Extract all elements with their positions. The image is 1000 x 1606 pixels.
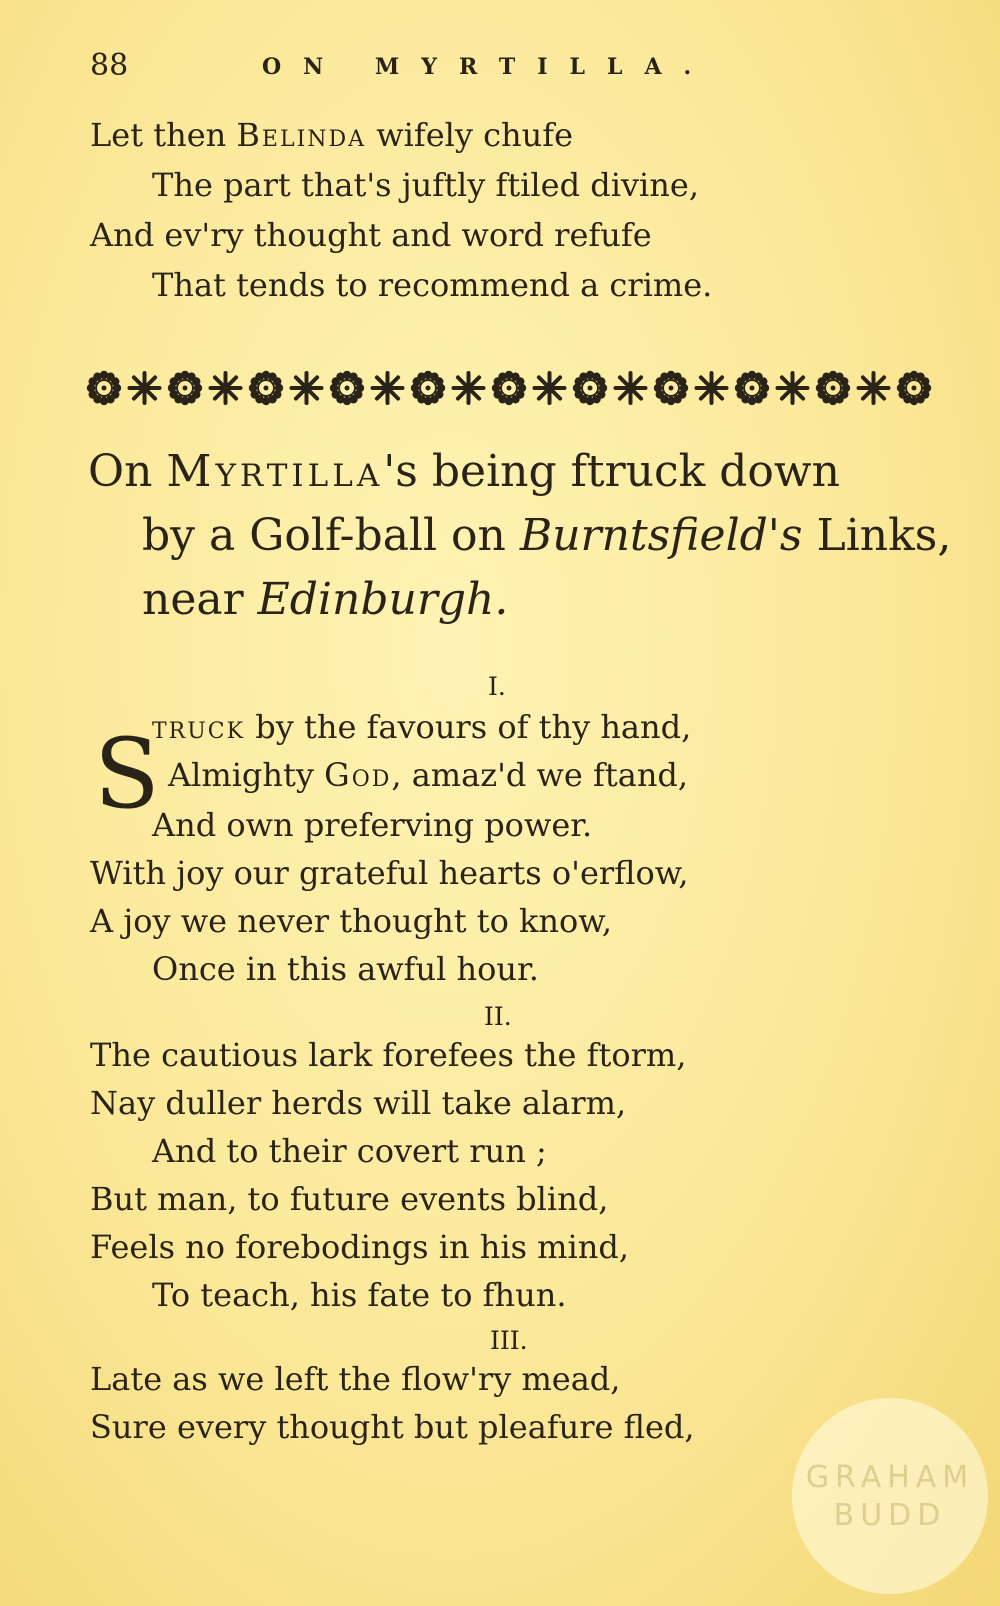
- stanza-numeral-2: II.: [484, 1002, 512, 1031]
- poem-title-line-3: near Edinburgh.: [142, 574, 509, 625]
- stanza-1-line-1: truck by the favours of thy hand,: [152, 708, 692, 746]
- ornament-star: [778, 373, 808, 403]
- ornament-rosette: [87, 371, 121, 405]
- stanza-1-line-6: Once in this awful hour.: [152, 950, 539, 988]
- running-head: ON MYRTILLA.: [262, 54, 714, 80]
- top-stanza-line-4: That tends to recommend a crime.: [152, 266, 713, 304]
- stanza-2-line-6: To teach, his fate to fhun.: [152, 1276, 567, 1314]
- stanza-2-line-2: Nay duller herds will take alarm,: [90, 1084, 627, 1122]
- stanza-2-line-1: The cautious lark forefees the ftorm,: [90, 1036, 687, 1074]
- stanza-2-line-5: Feels no forebodings in his mind,: [90, 1228, 629, 1266]
- ornament-star: [859, 373, 889, 403]
- stanza-1-line-5: A joy we never thought to know,: [90, 902, 613, 940]
- name-belinda: Belinda: [236, 116, 367, 154]
- ornament-rosette: [654, 371, 688, 405]
- stanza-1-line-3: And own preferving power.: [152, 806, 593, 844]
- place-burntsfield: Burntsfield's: [519, 510, 803, 561]
- place-edinburgh: Edinburgh.: [257, 574, 509, 625]
- stanza-numeral-1: I.: [488, 672, 506, 701]
- ornament-rosette: [573, 371, 607, 405]
- ornament-star: [616, 373, 646, 403]
- name-god: God: [324, 756, 392, 794]
- ornament-rosette: [816, 371, 850, 405]
- ornament-rosette: [168, 371, 202, 405]
- ornament-star: [697, 373, 727, 403]
- ornament-star: [130, 373, 160, 403]
- ornament-star: [373, 373, 403, 403]
- poem-title-line-1: On Myrtilla's being ftruck down: [88, 446, 840, 497]
- watermark-line-2: BUDD: [833, 1498, 947, 1533]
- top-stanza-line-1: Let then Belinda wifely chufe: [90, 116, 574, 154]
- ornament-rosette: [330, 371, 364, 405]
- stanza-3-line-1: Late as we left the flow'ry mead,: [90, 1360, 621, 1398]
- ornament-rosette: [492, 371, 526, 405]
- stanza-numeral-3: III.: [490, 1326, 528, 1355]
- watermark-logo: [792, 1398, 988, 1594]
- stanza-1-line-4: With joy our grateful hearts o'erflow,: [90, 854, 689, 892]
- ornament-rosette: [249, 371, 283, 405]
- ornament-star: [535, 373, 565, 403]
- name-myrtilla: Myrtilla: [166, 446, 384, 497]
- ornament-rosette: [411, 371, 445, 405]
- ornament-star: [454, 373, 484, 403]
- ornament-star: [292, 373, 322, 403]
- printer-ornament-icon: [82, 362, 932, 414]
- stanza-3-line-2: Sure every thought but pleafure fled,: [90, 1408, 695, 1446]
- ornament-star: [211, 373, 241, 403]
- poem-title-line-2: by a Golf-ball on Burntsfield's Links,: [142, 510, 952, 561]
- stanza-2-line-4: But man, to future events blind,: [90, 1180, 609, 1218]
- top-stanza-line-2: The part that's juftly ftiled divine,: [152, 166, 699, 204]
- drop-cap: S: [94, 718, 160, 830]
- top-stanza-line-3: And ev'ry thought and word refufe: [90, 216, 652, 254]
- stanza-2-line-3: And to their covert run ;: [152, 1132, 547, 1170]
- ornament-rosette: [897, 371, 931, 405]
- page-number: 88: [90, 48, 129, 83]
- stanza-1-line-2: Almighty God, amaz'd we ftand,: [168, 756, 689, 794]
- page-header: [90, 48, 910, 92]
- watermark-line-1: GRAHAM: [805, 1460, 975, 1495]
- ornament-rosette: [735, 371, 769, 405]
